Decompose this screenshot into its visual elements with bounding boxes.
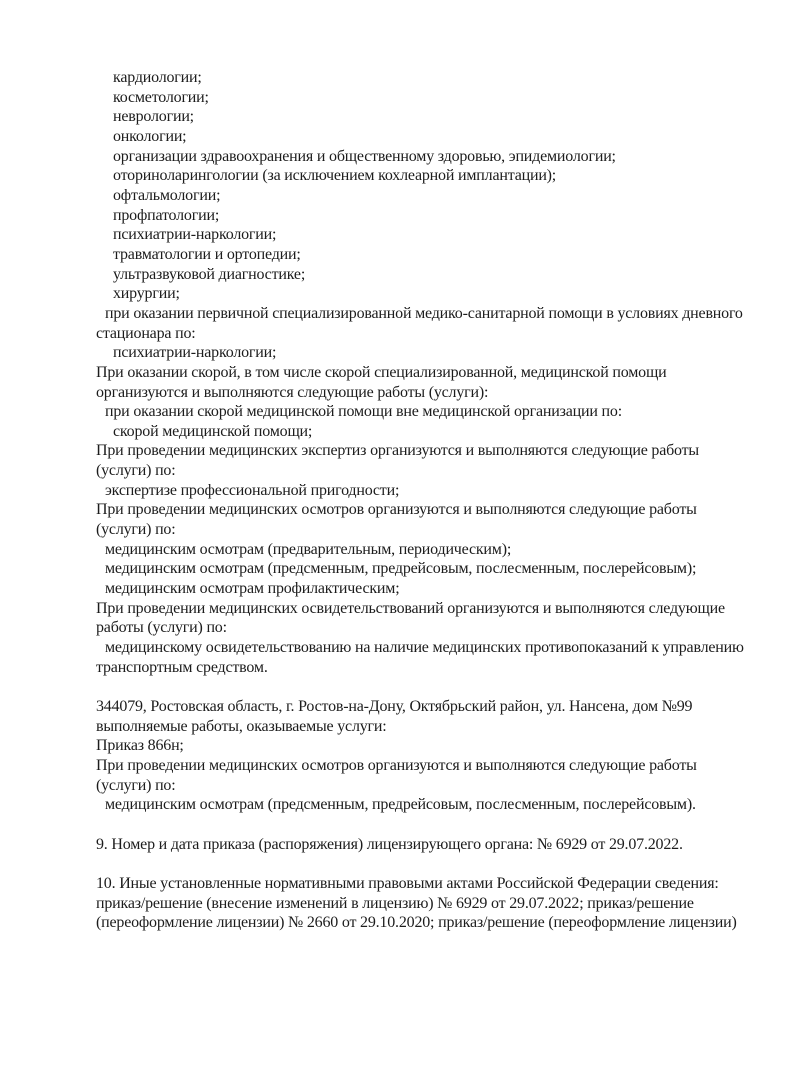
text-line: При проведении медицинских осмотров организуются и выполняются следующие работы xyxy=(96,756,697,774)
text-line: (услуги) по: xyxy=(96,521,176,539)
text-line: медицинским осмотрам (предварительным, периодическим); xyxy=(105,540,512,558)
text-line: медицинским осмотрам профилактическим; xyxy=(105,580,400,598)
text-line: психиатрии-наркологии; xyxy=(113,226,277,244)
text-line: экспертизе профессиональной пригодности; xyxy=(105,481,400,499)
text-line: хирургии; xyxy=(113,285,180,303)
document-text-block xyxy=(96,68,802,933)
text-line: 9. Номер и дата приказа (распоряжения) лицензирующего органа: № 6929 от 29.07.2022. xyxy=(96,835,683,853)
text-line: психиатрии-наркологии; xyxy=(113,344,277,362)
text-line: медицинским осмотрам (предсменным, предрейсовым, послесменным, послерейсовым). xyxy=(105,796,696,814)
text-line: (услуги) по: xyxy=(96,462,176,480)
text-line: медицинским осмотрам (предсменным, предрейсовым, послесменным, послерейсовым); xyxy=(105,560,697,578)
text-line: косметологии; xyxy=(113,88,209,106)
text-line: При оказании скорой, в том числе скорой специализированной, медицинской помощи xyxy=(96,363,667,381)
text-line: стационара по: xyxy=(96,324,196,342)
text-line: медицинскому освидетельствованию на наличие медицинских противопоказаний к управлению xyxy=(105,639,744,657)
text-line: скорой медицинской помощи; xyxy=(113,422,313,440)
text-line: оториноларингологии (за исключением кохлеарной имплантации); xyxy=(113,167,557,185)
text-line: 344079, Ростовская область, г. Ростов-на-Дону, Октябрьский район, ул. Нансена, дом №99 xyxy=(96,698,693,715)
text-line: Приказ 866н; xyxy=(96,737,184,755)
text-line: при оказании скорой медицинской помощи вне медицинской организации по: xyxy=(105,403,622,421)
text-line: (переоформление лицензии) № 2660 от 29.10.2020; приказ/решение (переоформление лицензии) xyxy=(96,914,737,932)
text-line: организуются и выполняются следующие работы (услуги): xyxy=(96,383,489,401)
text-line: онкологии; xyxy=(113,127,187,145)
text-line: При проведении медицинских освидетельствований организуются и выполняются следующие xyxy=(96,599,725,617)
text-line: офтальмологии; xyxy=(113,186,221,204)
text-line: травматологии и ортопедии; xyxy=(113,245,301,263)
text-line: неврологии; xyxy=(113,108,194,126)
text-line: профпатологии; xyxy=(113,206,220,224)
text-line: При проведении медицинских экспертиз организуются и выполняются следующие работы xyxy=(96,442,699,460)
blank-line xyxy=(96,854,802,874)
text-line: выполняемые работы, оказываемые услуги: xyxy=(96,717,387,735)
blank-line xyxy=(96,815,802,835)
text-line: При проведении медицинских осмотров организуются и выполняются следующие работы xyxy=(96,501,697,519)
text-line: приказ/решение (внесение изменений в лицензию) № 6929 от 29.07.2022; приказ/решение xyxy=(96,894,694,912)
text-line: кардиологии; xyxy=(113,69,202,86)
blank-line xyxy=(96,677,802,697)
text-line: 10. Иные установленные нормативными правовыми актами Российской Федерации сведения: xyxy=(96,874,719,892)
text-line: транспортным средством. xyxy=(96,658,268,676)
text-line: ультразвуковой диагностике; xyxy=(113,265,306,283)
text-line: (услуги) по: xyxy=(96,776,176,794)
text-line: организации здравоохранения и общественному здоровью, эпидемиологии; xyxy=(113,147,616,165)
text-line: при оказании первичной специализированной медико-санитарной помощи в условиях дневного xyxy=(105,304,743,322)
text-line: работы (услуги) по: xyxy=(96,619,227,637)
